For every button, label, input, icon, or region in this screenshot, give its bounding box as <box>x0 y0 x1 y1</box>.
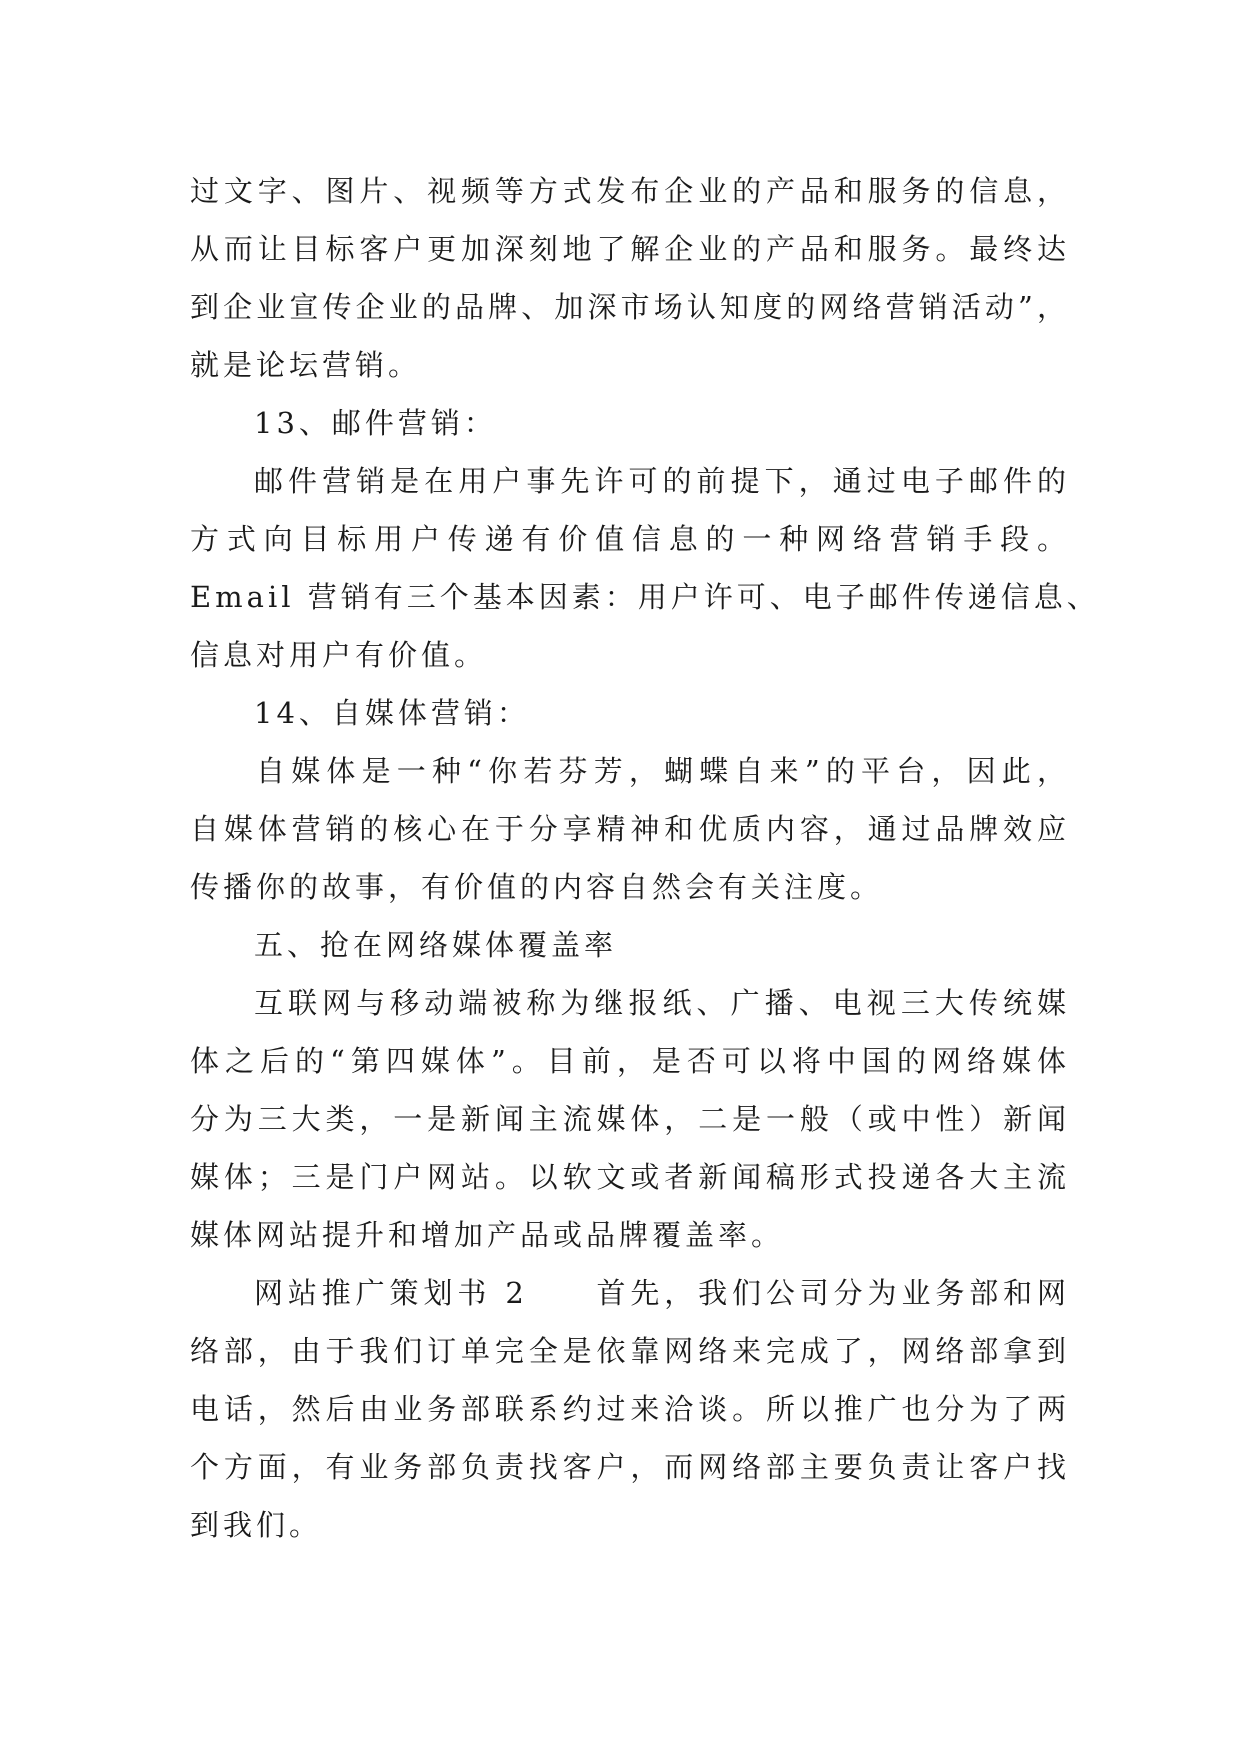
text-line: 到企业宣传企业的品牌、加深市场认知度的网络营销活动”， <box>190 290 1070 324</box>
text-line: 自媒体营销的核心在于分享精神和优质内容，通过品牌效应 <box>190 812 1070 846</box>
text-line: 网站推广策划书 2 首先，我们公司分为业务部和网 <box>254 1276 1070 1310</box>
text-line: 分为三大类，一是新闻主流媒体，二是一般（或中性）新闻 <box>190 1102 1070 1136</box>
text-line: 媒体网站提升和增加产品或品牌覆盖率。 <box>190 1218 785 1252</box>
text-line: 媒体；三是门户网站。以软文或者新闻稿形式投递各大主流 <box>190 1160 1070 1194</box>
text-line: 个方面，有业务部负责找客户，而网络部主要负责让客户找 <box>190 1450 1070 1484</box>
text-line: 过文字、图片、视频等方式发布企业的产品和服务的信息， <box>190 174 1070 208</box>
text-line: 方式向目标用户传递有价值信息的一种网络营销手段。 <box>190 522 1070 556</box>
text-line: 络部，由于我们订单完全是依靠网络来完成了，网络部拿到 <box>190 1334 1070 1368</box>
text-line: 体之后的“第四媒体”。目前，是否可以将中国的网络媒体 <box>190 1044 1070 1078</box>
section-heading: 五、抢在网络媒体覆盖率 <box>254 928 618 962</box>
text-line: 就是论坛营销。 <box>190 348 422 382</box>
text-line: 到我们。 <box>190 1508 323 1542</box>
text-line: 互联网与移动端被称为继报纸、广播、电视三大传统媒 <box>254 986 1070 1020</box>
text-line: 邮件营销是在用户事先许可的前提下，通过电子邮件的 <box>254 464 1070 498</box>
text-line: 从而让目标客户更加深刻地了解企业的产品和服务。最终达 <box>190 232 1070 266</box>
text-line: 传播你的故事，有价值的内容自然会有关注度。 <box>190 870 884 904</box>
document-body <box>190 162 1100 1554</box>
text-line: 电话，然后由业务部联系约过来洽谈。所以推广也分为了两 <box>190 1392 1070 1426</box>
text-line: 信息对用户有价值。 <box>190 638 488 672</box>
section-heading: 13、邮件营销： <box>254 406 497 440</box>
text-line: Email 营销有三个基本因素：用户许可、电子邮件传递信息、 <box>190 580 1100 614</box>
section-heading: 14、自媒体营销： <box>254 696 530 730</box>
text-line: 自媒体是一种“你若芬芳，蝴蝶自来”的平台，因此， <box>256 754 1070 788</box>
